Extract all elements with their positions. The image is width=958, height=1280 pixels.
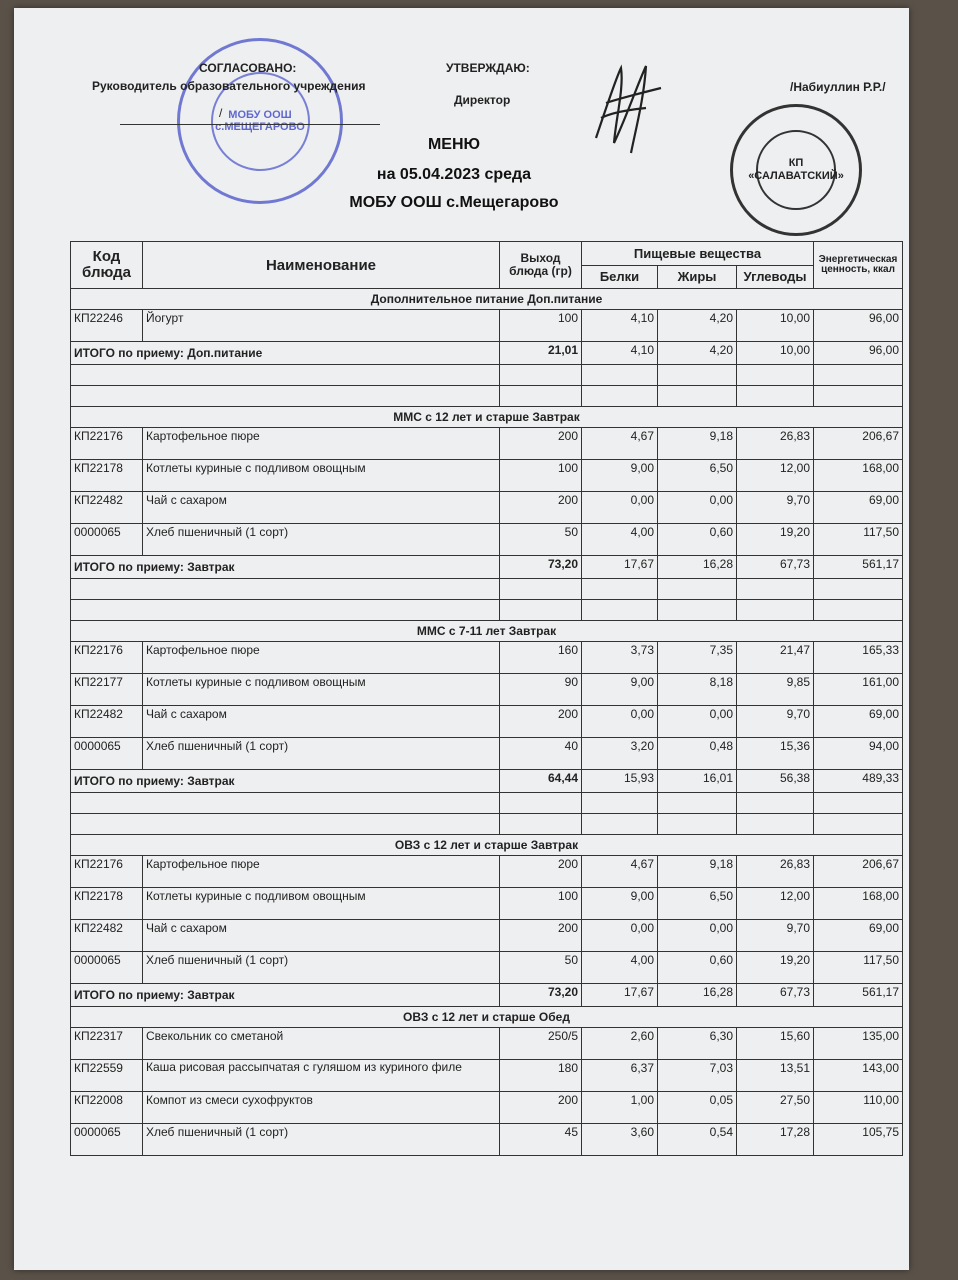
cell-carbs: 19,20 — [737, 952, 814, 984]
cell-fat: 0,00 — [658, 706, 737, 738]
total-energy: 561,17 — [814, 984, 903, 1007]
total-yield: 73,20 — [500, 556, 582, 579]
blank-row — [71, 579, 903, 600]
agreed-label: СОГЛАСОВАНО: — [199, 61, 297, 75]
cell-fat: 8,18 — [658, 674, 737, 706]
approve-role: Директор — [454, 93, 511, 107]
cell-energy: 105,75 — [814, 1124, 903, 1156]
cell-code: КП22178 — [71, 888, 143, 920]
total-label: ИТОГО по приему: Завтрак — [71, 556, 500, 579]
cell-carbs: 26,83 — [737, 428, 814, 460]
cell-energy: 143,00 — [814, 1060, 903, 1092]
total-energy: 561,17 — [814, 556, 903, 579]
blank-row — [71, 793, 903, 814]
table-row — [71, 738, 903, 770]
cell-name: Хлеб пшеничный (1 сорт) — [143, 738, 500, 770]
cell-yield: 200 — [500, 920, 582, 952]
cell-name: Свекольник со сметаной — [143, 1028, 500, 1060]
cell-carbs: 9,70 — [737, 706, 814, 738]
cell-protein: 1,00 — [582, 1092, 658, 1124]
cell-name: Картофельное пюре — [143, 856, 500, 888]
cell-protein: 4,67 — [582, 856, 658, 888]
total-energy: 489,33 — [814, 770, 903, 793]
cell-name: Чай с сахаром — [143, 492, 500, 524]
cell-protein: 3,60 — [582, 1124, 658, 1156]
cell-name: Хлеб пшеничный (1 сорт) — [143, 952, 500, 984]
cell-fat: 6,50 — [658, 460, 737, 492]
cell-energy: 96,00 — [814, 310, 903, 342]
cell-protein: 6,37 — [582, 1060, 658, 1092]
menu-table — [70, 241, 903, 1156]
cell-fat: 0,60 — [658, 524, 737, 556]
table-row — [71, 1028, 903, 1060]
menu-date: на 05.04.2023 среда — [376, 166, 532, 183]
table-row — [71, 642, 903, 674]
cell-name: Картофельное пюре — [143, 642, 500, 674]
cell-protein: 9,00 — [582, 888, 658, 920]
cell-fat: 0,00 — [658, 492, 737, 524]
cell-carbs: 10,00 — [737, 310, 814, 342]
total-fat: 4,20 — [658, 342, 737, 365]
table-row — [71, 460, 903, 492]
cell-yield: 160 — [500, 642, 582, 674]
cell-yield: 100 — [500, 460, 582, 492]
cell-carbs: 9,70 — [737, 492, 814, 524]
cell-fat: 0,48 — [658, 738, 737, 770]
cell-protein: 4,67 — [582, 428, 658, 460]
cell-energy: 117,50 — [814, 952, 903, 984]
total-yield: 21,01 — [500, 342, 582, 365]
total-protein: 17,67 — [582, 984, 658, 1007]
cell-code: КП22008 — [71, 1092, 143, 1124]
table-row — [71, 428, 903, 460]
cell-fat: 0,05 — [658, 1092, 737, 1124]
cell-carbs: 9,85 — [737, 674, 814, 706]
cell-energy: 69,00 — [814, 920, 903, 952]
cell-yield: 200 — [500, 706, 582, 738]
total-carbs: 56,38 — [737, 770, 814, 793]
col-nutrients: Пищевые вещества — [582, 242, 814, 266]
director-name: /Набиуллин Р.Р./ — [790, 80, 886, 94]
total-yield: 73,20 — [500, 984, 582, 1007]
table-row — [71, 952, 903, 984]
cell-energy: 206,67 — [814, 856, 903, 888]
total-carbs: 10,00 — [737, 342, 814, 365]
table-row — [71, 674, 903, 706]
cell-protein: 0,00 — [582, 492, 658, 524]
cell-carbs: 15,60 — [737, 1028, 814, 1060]
cell-yield: 100 — [500, 888, 582, 920]
total-row — [71, 770, 903, 793]
col-carbs: Углеводы — [737, 265, 814, 289]
cell-protein: 4,00 — [582, 952, 658, 984]
cell-protein: 3,20 — [582, 738, 658, 770]
cell-code: КП22559 — [71, 1060, 143, 1092]
document-page — [14, 8, 909, 1270]
cell-yield: 180 — [500, 1060, 582, 1092]
cell-yield: 250/5 — [500, 1028, 582, 1060]
total-label: ИТОГО по приему: Завтрак — [71, 770, 500, 793]
cell-code: КП22482 — [71, 706, 143, 738]
table-row — [71, 1060, 903, 1092]
cell-code: КП22178 — [71, 460, 143, 492]
cell-protein: 9,00 — [582, 460, 658, 492]
table-row — [71, 310, 903, 342]
cell-yield: 200 — [500, 1092, 582, 1124]
total-protein: 15,93 — [582, 770, 658, 793]
cell-protein: 4,00 — [582, 524, 658, 556]
table-row — [71, 706, 903, 738]
table-row — [71, 888, 903, 920]
school-stamp-text: МОБУ ООШ с.МЕЩЕГАРОВО — [215, 109, 305, 133]
cell-name: Картофельное пюре — [143, 428, 500, 460]
cell-yield: 50 — [500, 952, 582, 984]
cell-energy: 165,33 — [814, 642, 903, 674]
cell-name: Хлеб пшеничный (1 сорт) — [143, 524, 500, 556]
cell-code: 0000065 — [71, 524, 143, 556]
cell-name: Чай с сахаром — [143, 706, 500, 738]
table-row — [71, 920, 903, 952]
cell-carbs: 21,47 — [737, 642, 814, 674]
col-yield: Выход блюда (гр) — [500, 242, 582, 289]
cell-energy: 69,00 — [814, 492, 903, 524]
total-protein: 4,10 — [582, 342, 658, 365]
total-carbs: 67,73 — [737, 984, 814, 1007]
total-fat: 16,28 — [658, 556, 737, 579]
cell-yield: 90 — [500, 674, 582, 706]
table-row — [71, 524, 903, 556]
supplier-stamp-text: КП «САЛАВАТСКИЙ» — [748, 156, 844, 182]
total-protein: 17,67 — [582, 556, 658, 579]
cell-yield: 200 — [500, 428, 582, 460]
cell-energy: 117,50 — [814, 524, 903, 556]
school-name: МОБУ ООШ с.Мещегарово — [349, 194, 559, 211]
table-row — [71, 1092, 903, 1124]
cell-code: 0000065 — [71, 952, 143, 984]
table-row — [71, 492, 903, 524]
section-title: ОВЗ с 12 лет и старше Завтрак — [71, 835, 903, 856]
cell-energy: 206,67 — [814, 428, 903, 460]
cell-fat: 6,50 — [658, 888, 737, 920]
cell-yield: 100 — [500, 310, 582, 342]
cell-carbs: 15,36 — [737, 738, 814, 770]
sign-slash: / — [219, 106, 223, 120]
cell-fat: 0,00 — [658, 920, 737, 952]
cell-energy: 110,00 — [814, 1092, 903, 1124]
total-yield: 64,44 — [500, 770, 582, 793]
agreed-signature-line — [120, 124, 380, 125]
cell-protein: 0,00 — [582, 706, 658, 738]
cell-energy: 135,00 — [814, 1028, 903, 1060]
cell-energy: 161,00 — [814, 674, 903, 706]
cell-carbs: 19,20 — [737, 524, 814, 556]
cell-energy: 94,00 — [814, 738, 903, 770]
cell-protein: 2,60 — [582, 1028, 658, 1060]
blank-row — [71, 600, 903, 621]
cell-fat: 7,03 — [658, 1060, 737, 1092]
total-energy: 96,00 — [814, 342, 903, 365]
cell-carbs: 27,50 — [737, 1092, 814, 1124]
cell-fat: 4,20 — [658, 310, 737, 342]
cell-carbs: 12,00 — [737, 460, 814, 492]
cell-fat: 9,18 — [658, 856, 737, 888]
cell-name: Йогурт — [143, 310, 500, 342]
cell-code: КП22482 — [71, 920, 143, 952]
cell-name: Компот из смеси сухофруктов — [143, 1092, 500, 1124]
cell-code: КП22176 — [71, 428, 143, 460]
section-title: ММС с 12 лет и старше Завтрак — [71, 407, 903, 428]
section-title: ММС с 7-11 лет Завтрак — [71, 621, 903, 642]
cell-energy: 168,00 — [814, 888, 903, 920]
col-code: Код блюда — [71, 242, 143, 289]
table-row — [71, 856, 903, 888]
cell-fat: 6,30 — [658, 1028, 737, 1060]
cell-code: КП22482 — [71, 492, 143, 524]
cell-code: КП22176 — [71, 642, 143, 674]
cell-name: Каша рисовая рассыпчатая с гуляшом из куриного филе — [143, 1060, 500, 1092]
total-row — [71, 984, 903, 1007]
cell-yield: 50 — [500, 524, 582, 556]
total-label: ИТОГО по приему: Завтрак — [71, 984, 500, 1007]
cell-code: 0000065 — [71, 1124, 143, 1156]
cell-code: КП22317 — [71, 1028, 143, 1060]
section-title: ОВЗ с 12 лет и старше Обед — [71, 1007, 903, 1028]
cell-name: Котлеты куриные с подливом овощным — [143, 888, 500, 920]
cell-name: Котлеты куриные с подливом овощным — [143, 460, 500, 492]
blank-row — [71, 365, 903, 386]
cell-energy: 168,00 — [814, 460, 903, 492]
cell-fat: 0,54 — [658, 1124, 737, 1156]
cell-name: Хлеб пшеничный (1 сорт) — [143, 1124, 500, 1156]
cell-name: Котлеты куриные с подливом овощным — [143, 674, 500, 706]
cell-yield: 45 — [500, 1124, 582, 1156]
cell-name: Чай с сахаром — [143, 920, 500, 952]
section-title: Дополнительное питание Доп.питание — [71, 289, 903, 310]
cell-yield: 40 — [500, 738, 582, 770]
total-row — [71, 556, 903, 579]
cell-code: 0000065 — [71, 738, 143, 770]
total-fat: 16,01 — [658, 770, 737, 793]
approve-label: УТВЕРЖДАЮ: — [446, 61, 530, 75]
table-row — [71, 1124, 903, 1156]
agreed-role: Руководитель образовательного учреждения — [92, 79, 366, 93]
cell-code: КП22176 — [71, 856, 143, 888]
cell-carbs: 12,00 — [737, 888, 814, 920]
cell-carbs: 26,83 — [737, 856, 814, 888]
cell-protein: 0,00 — [582, 920, 658, 952]
cell-yield: 200 — [500, 856, 582, 888]
blank-row — [71, 814, 903, 835]
cell-protein: 4,10 — [582, 310, 658, 342]
col-name: Наименование — [143, 242, 500, 289]
cell-energy: 69,00 — [814, 706, 903, 738]
total-fat: 16,28 — [658, 984, 737, 1007]
cell-code: КП22246 — [71, 310, 143, 342]
cell-code: КП22177 — [71, 674, 143, 706]
cell-carbs: 9,70 — [737, 920, 814, 952]
cell-fat: 0,60 — [658, 952, 737, 984]
cell-carbs: 13,51 — [737, 1060, 814, 1092]
cell-yield: 200 — [500, 492, 582, 524]
col-fat: Жиры — [658, 265, 737, 289]
cell-protein: 9,00 — [582, 674, 658, 706]
cell-fat: 7,35 — [658, 642, 737, 674]
total-row — [71, 342, 903, 365]
cell-fat: 9,18 — [658, 428, 737, 460]
total-carbs: 67,73 — [737, 556, 814, 579]
total-label: ИТОГО по приему: Доп.питание — [71, 342, 500, 365]
cell-protein: 3,73 — [582, 642, 658, 674]
cell-carbs: 17,28 — [737, 1124, 814, 1156]
menu-title: МЕНЮ — [427, 136, 481, 153]
col-energy: Энергетическая ценность, ккал — [814, 242, 903, 289]
blank-row — [71, 386, 903, 407]
col-protein: Белки — [582, 265, 658, 289]
